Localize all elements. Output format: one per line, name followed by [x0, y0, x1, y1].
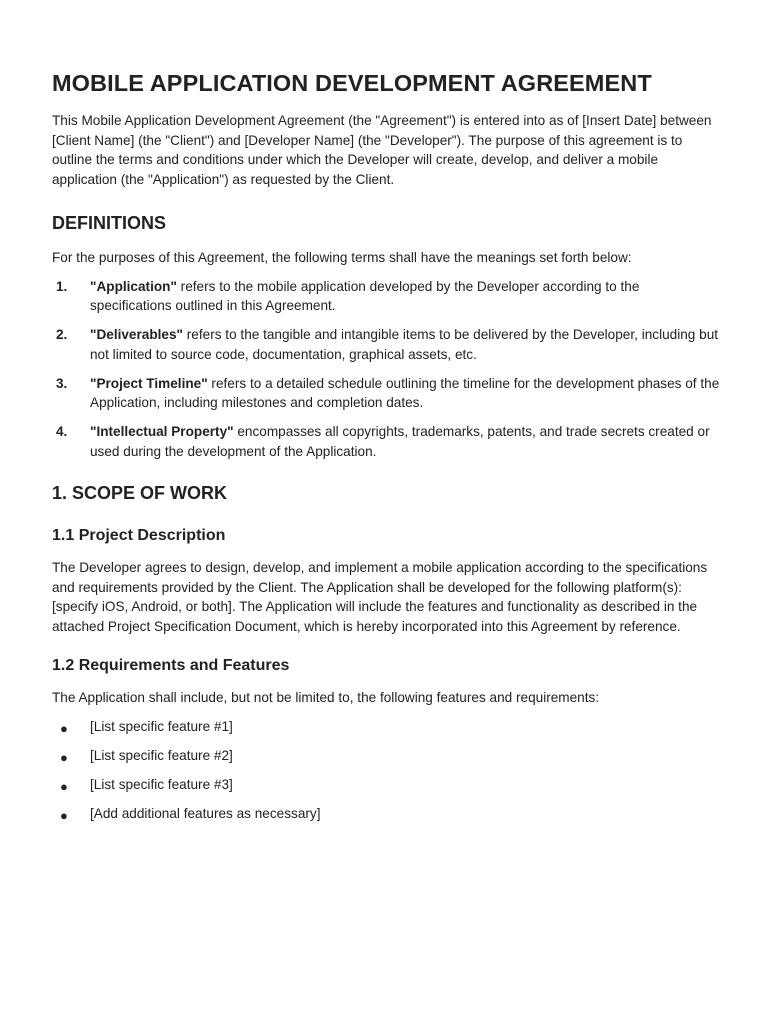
definition-number: 1.	[56, 278, 68, 294]
feature-item	[52, 804, 720, 824]
bullet-icon: ●	[60, 807, 68, 823]
definition-body	[90, 277, 720, 316]
definition-number: 2.	[56, 327, 68, 342]
definition-text: refers to the tangible and intangible items to be delivered by the Developer, including but not limited to source code, documentation, graphical assets, etc.	[90, 327, 719, 362]
bullet-icon: ●	[60, 749, 68, 765]
feature-text: [List specific feature #3]	[90, 776, 233, 792]
requirements-heading: 1.2 Requirements and Features	[52, 657, 290, 674]
definition-item	[52, 325, 720, 364]
definition-term: "Project Timeline"	[90, 375, 208, 391]
feature-item	[52, 775, 720, 795]
document-title: MOBILE APPLICATION DEVELOPMENT AGREEMENT	[52, 70, 652, 96]
definition-body	[90, 325, 720, 364]
definition-body	[90, 422, 720, 461]
feature-item	[52, 717, 720, 737]
definition-term: "Deliverables"	[90, 327, 183, 342]
feature-text: [List specific feature #1]	[90, 718, 233, 734]
definition-number: 3.	[56, 375, 68, 391]
feature-text: [Add additional features as necessary]	[90, 805, 321, 821]
definitions-intro: For the purposes of this Agreement, the following terms shall have the meanings set forth below:	[52, 250, 632, 265]
definition-term: "Application"	[90, 278, 177, 294]
definition-item	[52, 277, 720, 316]
definitions-list	[52, 277, 720, 462]
definition-text: encompasses all copyrights, trademarks, patents, and trade secrets created or used during the development of the Application.	[90, 424, 710, 459]
definition-item	[52, 422, 720, 461]
requirements-intro: The Application shall include, but not be limited to, the following features and requirements:	[52, 690, 600, 705]
definitions-heading: DEFINITIONS	[52, 213, 167, 233]
definition-number: 4.	[56, 424, 68, 439]
definition-term: "Intellectual Property"	[90, 424, 234, 439]
features-list	[52, 717, 720, 824]
bullet-icon: ●	[60, 720, 68, 736]
definition-item	[52, 374, 720, 413]
project-description-paragraph: The Developer agrees to design, develop, and implement a mobile application according to the specifications and requirements provided by the Client. The Application shall be developed for the following platform(s): [specify iOS, Android, or both]. The Application will include the features and functionality as described in the attached Project Specification Document, which is hereby incorporated into this Agreement by reference.	[52, 560, 708, 634]
intro-paragraph: This Mobile Application Development Agreement (the "Agreement") is entered into as of [Insert Date] between [Client Name] (the "Client") and [Developer Name] (the "Developer"). The purpose of this agreement is to outline the terms and conditions under which the Developer will create, develop, and deliver a mobile application (the "Application") as requested by the Client.	[52, 113, 712, 187]
definition-text: refers to a detailed schedule outlining the timeline for the development phases of the Application, including milestones and completion dates.	[90, 375, 720, 410]
feature-item	[52, 746, 720, 766]
feature-text: [List specific feature #2]	[90, 747, 233, 763]
scope-heading: 1. SCOPE OF WORK	[52, 483, 228, 503]
definition-body	[90, 374, 720, 413]
bullet-icon: ●	[60, 778, 68, 794]
definition-text: refers to the mobile application developed by the Developer according to the specifications outlined in this Agreement.	[90, 278, 640, 313]
project-description-heading: 1.1 Project Description	[52, 527, 226, 544]
